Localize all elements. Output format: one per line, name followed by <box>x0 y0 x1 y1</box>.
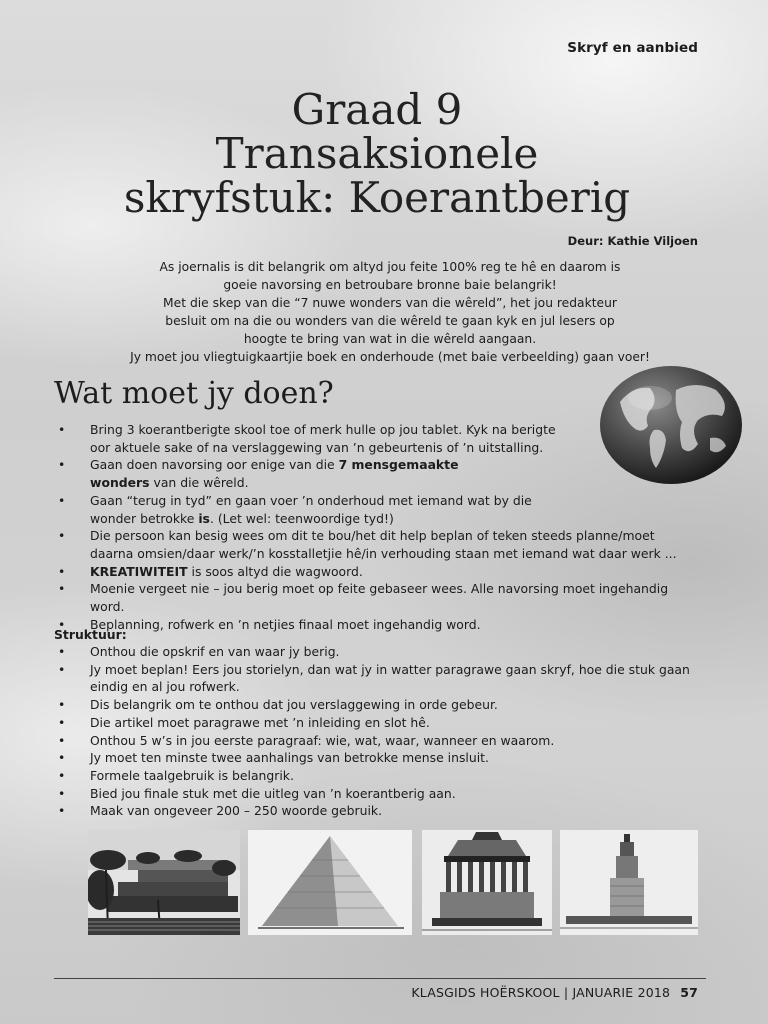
section-heading: Wat moet jy doen? <box>54 376 334 411</box>
task-emphasis: is <box>198 510 210 526</box>
task-line <box>90 510 704 528</box>
task-emphasis: KREATIWITEIT <box>90 563 188 579</box>
task-line: • Beplanning, rofwerk en ’n netjies finaal moet ingehandig word. <box>90 616 481 632</box>
structure-list <box>54 643 704 820</box>
mausoleum-image <box>422 830 552 935</box>
title-line: Transaksionele <box>215 129 539 178</box>
list-item <box>54 661 704 696</box>
task-emphasis: wonders <box>90 475 150 491</box>
title-line: skryfstuk: Koerantberig <box>123 173 631 222</box>
task-line: oor aktuele sake of na verslaggewing van ’n gebeurtenis of ’n uitstalling. <box>90 439 544 455</box>
intro-line: Met die skep van die “7 nuwe wonders van die wêreld”, het jou redakteur <box>163 296 617 310</box>
page-title <box>0 85 754 222</box>
list-item <box>54 492 704 527</box>
list-item <box>54 714 704 732</box>
intro-line: hoogte te bring van wat in die wêreld aangaan. <box>243 332 537 346</box>
task-text: Gaan doen navorsing oor enige van die <box>90 457 339 473</box>
list-item <box>54 643 704 661</box>
structure-label: Struktuur: <box>54 627 127 642</box>
structure-line: • Onthou 5 w’s in jou eerste paragraaf: wie, wat, waar, wanneer en waarom. <box>90 732 555 748</box>
task-line: • Die persoon kan besig wees om dit te bou/het dit help beplan of teken steeds planne/moet <box>90 528 655 544</box>
list-item <box>54 563 704 581</box>
task-line: • Moenie vergeet nie – jou berig moet op feite gebaseer wees. Alle navorsing moet ingehandig word. <box>90 581 669 615</box>
hanging-gardens-image <box>88 830 240 935</box>
list-item <box>54 732 704 750</box>
structure-line: • Jy moet ten minste twee aanhalings van betrokke mense insluit. <box>90 750 489 766</box>
task-text: van die wêreld. <box>149 475 249 491</box>
structure-line: • Maak van ongeveer 200 – 250 woorde gebruik. <box>90 803 383 819</box>
list-item <box>54 767 704 785</box>
structure-line: • Dis belangrik om te onthou dat jou verslaggewing in orde gebeur. <box>90 697 498 713</box>
section-tag: Skryf en aanbied <box>567 40 698 56</box>
task-line <box>90 563 704 581</box>
task-text: wonder betrokke <box>90 510 199 526</box>
list-item <box>54 456 704 491</box>
task-text: . (Let wel: teenwoordige tyd!) <box>209 510 394 526</box>
structure-line: • Formele taalgebruik is belangrik. <box>90 767 294 783</box>
page-number: 57 <box>680 985 698 1000</box>
task-line <box>90 456 704 474</box>
structure-line: • Die artikel moet paragrawe met ’n inleiding en slot hê. <box>90 714 430 730</box>
pyramid-image <box>248 830 412 935</box>
structure-line: • Bied jou finale stuk met die uitleg van ’n koerantberig aan. <box>90 785 456 801</box>
task-emphasis: 7 mensgemaakte <box>338 457 459 473</box>
structure-line: eindig en al jou rofwerk. <box>90 679 240 695</box>
task-line: daarna omsien/daar werk/’n kosstalletjie hê/in verhouding staan met iemand wat daar werk ... <box>90 545 677 561</box>
structure-line: • Onthou die opskrif en van waar jy berig. <box>90 644 340 659</box>
intro-line: Jy moet jou vliegtuigkaartjie boek en onderhoude (met baie verbeelding) gaan voer! <box>130 350 650 364</box>
lighthouse-image <box>560 830 698 935</box>
page-footer <box>411 985 698 1000</box>
intro-line: besluit om na die ou wonders van die wêreld te gaan kyk en jul lesers op <box>165 314 615 328</box>
task-line: • Bring 3 koerantberigte skool toe of merk hulle op jou tablet. Kyk na berigte <box>90 422 556 437</box>
intro-line: goeie navorsing en betroubare bronne baie belangrik! <box>223 278 557 292</box>
list-item <box>54 527 704 562</box>
list-item <box>54 785 704 803</box>
list-item <box>54 616 704 634</box>
list-item <box>54 580 704 615</box>
intro-paragraph <box>90 258 690 366</box>
task-line: • Gaan “terug in tyd” en gaan voer ’n onderhoud met iemand wat by die <box>90 492 532 508</box>
publication-name: KLASGIDS HOËRSKOOL | JANUARIE 2018 <box>411 985 671 1000</box>
list-item <box>54 749 704 767</box>
list-item <box>54 421 704 456</box>
structure-line: • Jy moet beplan! Eers jou storielyn, dan wat jy in watter paragrawe gaan skryf, hoe die stuk gaan <box>90 661 690 677</box>
task-list <box>54 421 704 633</box>
task-line <box>90 474 704 492</box>
list-item <box>54 696 704 714</box>
footer-divider <box>54 978 706 979</box>
list-item <box>54 802 704 820</box>
author-byline: Deur: Kathie Viljoen <box>567 234 698 248</box>
intro-line: As joernalis is dit belangrik om altyd jou feite 100% reg te hê en daarom is <box>159 260 621 274</box>
title-line: Graad 9 <box>291 85 463 134</box>
task-text: is soos altyd die wagwoord. <box>187 563 363 579</box>
